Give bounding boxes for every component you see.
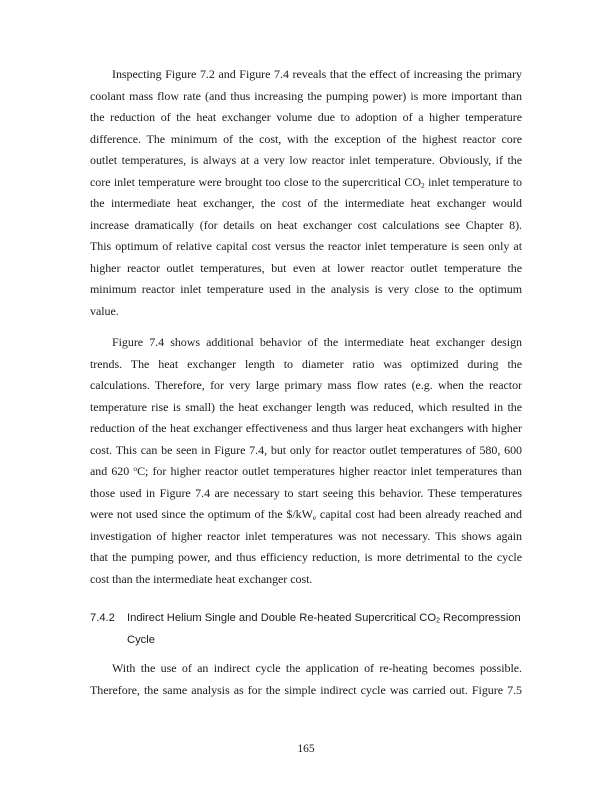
paragraph-1 — [90, 64, 522, 322]
text-line: the intermediate heat exchanger, the cost of the intermediate heat exchanger would — [90, 196, 522, 210]
text-line: difference. The minimum of the cost, with the exception of the highest reactor core — [90, 131, 522, 146]
text-line: the reduction of the heat exchanger volume due to adoption of a higher temperature — [90, 110, 522, 124]
paragraph-2 — [90, 332, 522, 590]
text-line: Figure 7.4 shows additional behavior of the intermediate heat exchanger design — [112, 335, 522, 349]
text-line: outlet temperatures, is always at a very low reactor inlet temperature. Obviously, if the — [90, 153, 522, 167]
page-footer — [0, 742, 612, 756]
page-body — [90, 64, 522, 701]
section-title — [127, 607, 522, 651]
text-line: coolant mass flow rate (and thus increasing the pumping power) is more important than — [90, 88, 522, 103]
text-line: minimum reactor inlet temperature used in the analysis is very close to the optimum — [90, 282, 522, 296]
text-line: Indirect Helium Single and Double Re-heated Supercritical $CO_2$ Recompression — [127, 612, 521, 625]
text-line: investigation of higher reactor inlet temperatures was not necessary. This shows again — [90, 528, 522, 543]
text-line: With the use of an indirect cycle the application of re-heating becomes possible. — [112, 661, 522, 675]
section-number: 7.4.2 — [90, 612, 115, 624]
text-line: reduction of the heat exchanger effectiveness and thus larger heat exchangers with higher — [90, 421, 522, 435]
text-line: were not used since the optimum of the $\$/kW_e$ capital cost had been already reached and — [90, 507, 522, 522]
paragraph-3 — [90, 658, 522, 701]
text-line: Therefore, the same analysis as for the simple indirect cycle was carried out. Figure 7.5 — [90, 682, 522, 697]
text-line: trends. The heat exchanger length to diameter ratio was optimized during the — [90, 356, 522, 371]
page-number: 165 — [297, 743, 315, 755]
text-line: and 620 $^o$C; for higher reactor outlet temperatures higher reactor inlet temperatures than — [90, 463, 522, 478]
text-line: higher reactor outlet temperatures, but even at lower reactor outlet temperature the — [90, 260, 522, 275]
text-line: Inspecting Figure 7.2 and Figure 7.4 reveals that the effect of increasing the primary — [112, 67, 522, 81]
text-line: calculations. Therefore, for very large primary mass flow rates (e.g. when the reactor — [90, 378, 522, 392]
text-line: that the pumping power, and thus efficiency reduction, is more detrimental to the cycle — [90, 550, 522, 564]
text-line: core inlet temperature were brought too close to the supercritical $CO_2$ inlet temperature to — [90, 174, 522, 190]
text-line: Cycle — [127, 634, 155, 646]
text-line: This optimum of relative capital cost versus the reactor inlet temperature is seen only at — [90, 239, 522, 253]
text-line: value. — [90, 303, 119, 318]
text-line: temperature rise is small) the heat exchanger length was reduced, which resulted in the — [90, 399, 522, 414]
text-line: increase dramatically (for details on heat exchanger cost calculations see Chapter 8). — [90, 217, 522, 232]
text-line: those used in Figure 7.4 are necessary to start seeing this behavior. These temperatures — [90, 485, 522, 500]
text-line: cost than the intermediate heat exchanger cost. — [90, 571, 313, 586]
section-heading — [90, 607, 522, 651]
text-line: cost. This can be seen in Figure 7.4, but only for reactor outlet temperatures of 580, 600 — [90, 442, 522, 457]
